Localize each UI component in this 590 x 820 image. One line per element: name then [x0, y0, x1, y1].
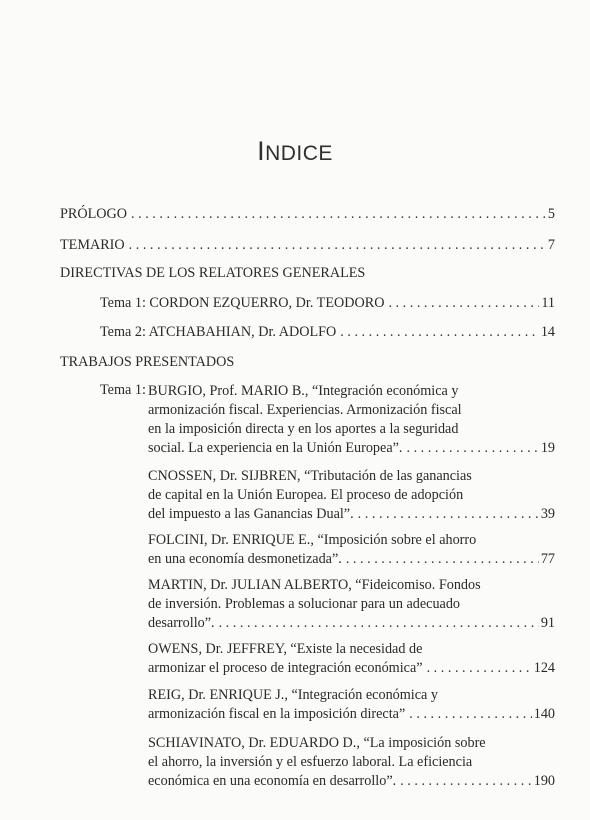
- leader-dots: [409, 705, 531, 724]
- toc-entry-trabajo[interactable]: [148, 531, 555, 569]
- entry-text-line: desarrollo”.: [148, 615, 215, 631]
- entry-page: 14: [540, 324, 555, 340]
- entry-text-line: de inversión. Problemas a solucionar para un adecuado: [148, 596, 461, 612]
- toc-entry-trabajo[interactable]: [148, 686, 555, 724]
- leader-dots: [406, 439, 538, 458]
- entry-text-line: social. La experiencia en la Unión Europea”.: [148, 440, 403, 456]
- toc-entry-trabajo[interactable]: [148, 734, 555, 791]
- entry-label: Tema 1: CORDON EZQUERRO, Dr. TEODORO: [100, 295, 385, 311]
- entry-text-line: del impuesto a las Ganancias Dual”.: [148, 506, 354, 522]
- leader-dots: [219, 614, 539, 633]
- entry-text-line: el ahorro, la inversión y el esfuerzo laboral. La eficiencia: [148, 754, 473, 770]
- leader-dots: [129, 236, 546, 255]
- entry-page: 77: [540, 551, 555, 567]
- toc-entry-prologo[interactable]: [60, 205, 555, 224]
- entry-text-line: OWENS, Dr. JEFFREY, “Existe la necesidad de: [148, 641, 423, 657]
- entry-text-line: CNOSSEN, Dr. SIJBREN, “Tributación de las ganancias: [148, 468, 472, 484]
- entry-label: Tema 2: ATCHABAHIAN, Dr. ADOLFO: [100, 324, 337, 340]
- toc-entry-temario[interactable]: [60, 236, 555, 255]
- entry-text-line: en una economía desmonetizada”.: [148, 551, 342, 567]
- entry-text-line: de capital en la Unión Europea. El proceso de adopción: [148, 487, 464, 503]
- leader-dots: [427, 659, 532, 678]
- entry-text-line: armonización fiscal en la imposición directa”: [148, 706, 406, 722]
- toc-entry-trabajo[interactable]: [148, 576, 555, 633]
- leader-dots: [358, 505, 539, 524]
- entry-text-line: BURGIO, Prof. MARIO B., “Integración económica y: [148, 383, 459, 399]
- entry-label: TEMARIO: [60, 237, 125, 253]
- entry-text-line: armonización fiscal. Experiencias. Armonización fiscal: [148, 402, 462, 418]
- leader-dots: [400, 772, 532, 791]
- entry-page: 5: [547, 206, 555, 222]
- entry-text-line: REIG, Dr. ENRIQUE J., “Integración económica y: [148, 687, 438, 703]
- toc-entry-trabajo[interactable]: [148, 467, 555, 524]
- entry-text-line: SCHIAVINATO, Dr. EDUARDO D., “La imposición sobre: [148, 735, 486, 751]
- entry-page: 140: [533, 706, 555, 722]
- entry-page: 39: [540, 506, 555, 522]
- entry-text-line: económica en una economía en desarrollo”.: [148, 773, 397, 789]
- entry-text-line: en la imposición directa y en los aportes a la seguridad: [148, 421, 459, 437]
- entry-page: 91: [540, 615, 555, 631]
- entry-page: 124: [533, 660, 555, 676]
- tema1-label: Tema 1:: [100, 382, 146, 398]
- toc-entry-trabajo[interactable]: [148, 640, 555, 678]
- entry-text-line: armonizar el proceso de integración económica”: [148, 660, 423, 676]
- leader-dots: [388, 294, 539, 313]
- entry-text-line: FOLCINI, Dr. ENRIQUE E., “Imposición sobre el ahorro: [148, 532, 477, 548]
- section-heading-trabajos: TRABAJOS PRESENTADOS: [60, 354, 235, 370]
- leader-dots: [131, 205, 546, 224]
- toc-entry-tema1-directiva[interactable]: [100, 294, 555, 313]
- toc-entry-tema2-directiva[interactable]: [100, 323, 555, 342]
- entry-page: 19: [540, 440, 555, 456]
- leader-dots: [346, 550, 539, 569]
- entry-label: PRÓLOGO: [60, 206, 128, 222]
- entry-page: 7: [547, 237, 555, 253]
- page-title: INDICE: [257, 136, 333, 166]
- leader-dots: [340, 323, 539, 342]
- toc-entry-trabajo[interactable]: [148, 382, 555, 458]
- entry-text-line: MARTIN, Dr. JULIAN ALBERTO, “Fideicomiso. Fondos: [148, 577, 481, 593]
- section-heading-directivas: DIRECTIVAS DE LOS RELATORES GENERALES: [60, 265, 366, 281]
- entry-page: 190: [533, 773, 555, 789]
- entry-page: 11: [541, 295, 555, 311]
